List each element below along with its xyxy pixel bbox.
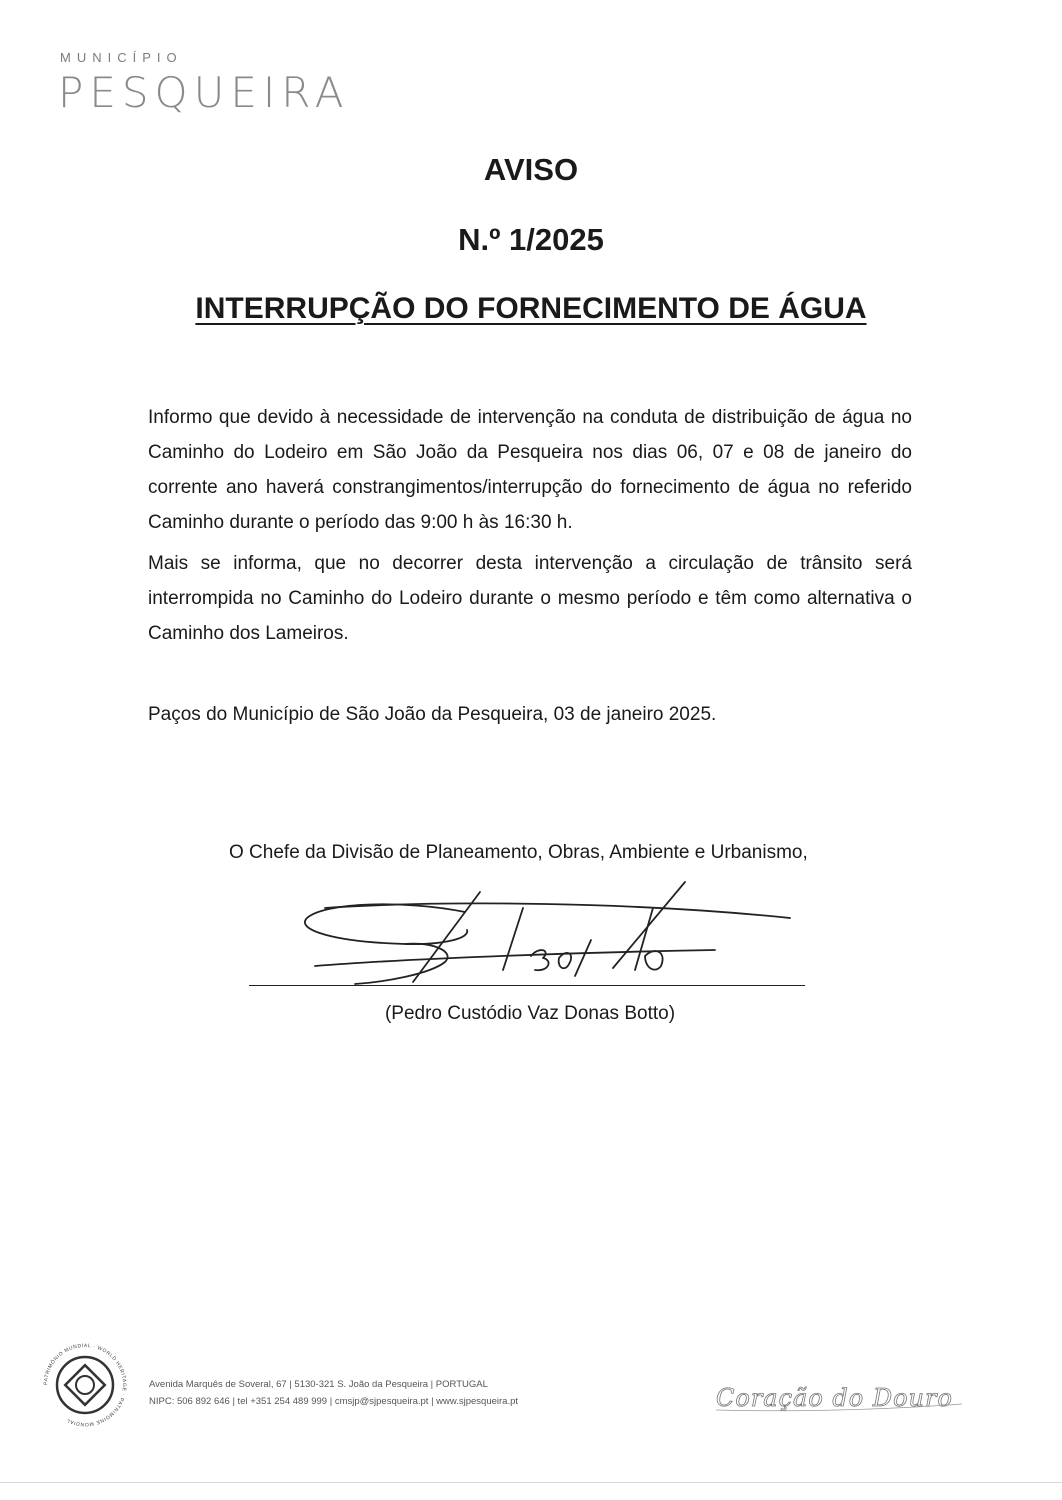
notice-number: N.º 1/2025 <box>458 222 604 257</box>
logo-municipio-text: MUNICÍPIO <box>60 50 183 65</box>
unesco-world-heritage-emblem <box>40 1340 130 1430</box>
handwritten-signature <box>295 872 795 992</box>
municipality-logo <box>58 50 358 130</box>
unesco-ring-text: PATRIMÓNIO MUNDIAL · WORLD HERITAGE · PATRIMOINE MONDIAL <box>42 1342 128 1428</box>
signature-line <box>249 985 805 986</box>
footer-contact-block <box>149 1376 518 1410</box>
body-paragraph-1: Informo que devido à necessidade de intervenção na conduta de distribuição de água no Caminho do Lodeiro em São João da Pesqueira nos dias 06, 07 e 08 de janeiro do corrente ano haverá constrangimentos/interrupção do fornecimento de água no referido Caminho durante o período das 9:00 h às 16:30 h. <box>148 407 912 533</box>
body-paragraph-2: Mais se informa, que no decorrer desta intervenção a circulação de trânsito será interrompida no Caminho do Lodeiro durante o mesmo período e têm como alternativa o Caminho dos Lameiros. <box>148 553 912 644</box>
slogan-script: Coração do Douro <box>716 1384 953 1412</box>
notice-title: AVISO <box>483 152 579 187</box>
signatory-role: O Chefe da Divisão de Planeamento, Obras, Ambiente e Urbanismo, <box>229 842 808 863</box>
signatory-name: (Pedro Custódio Vaz Donas Botto) <box>384 1003 676 1024</box>
notice-subject-text: INTERRUPÇÃO DO FORNECIMENTO DE ÁGUA <box>195 292 867 325</box>
footer-contacts: NIPC: 506 892 646 | tel +351 254 489 999 | cmsjp@sjpesqueira.pt | www.sjpesqueira.pt <box>149 1396 519 1407</box>
bottom-scan-edge <box>0 1482 1062 1483</box>
logo-pesqueira-text: PESQUEIRA <box>58 68 350 117</box>
place-date-line: Paços do Município de São João da Pesqueira, 03 de janeiro 2025. <box>148 704 717 725</box>
coracao-do-douro-logo <box>712 1360 972 1430</box>
footer-address: Avenida Marquês de Soveral, 67 | 5130-321 S. João da Pesqueira | PORTUGAL <box>149 1379 488 1390</box>
svg-text:PATRIMÓNIO MUNDIAL · WORLD HER <box>43 1343 127 1427</box>
notice-subject <box>0 292 1062 326</box>
